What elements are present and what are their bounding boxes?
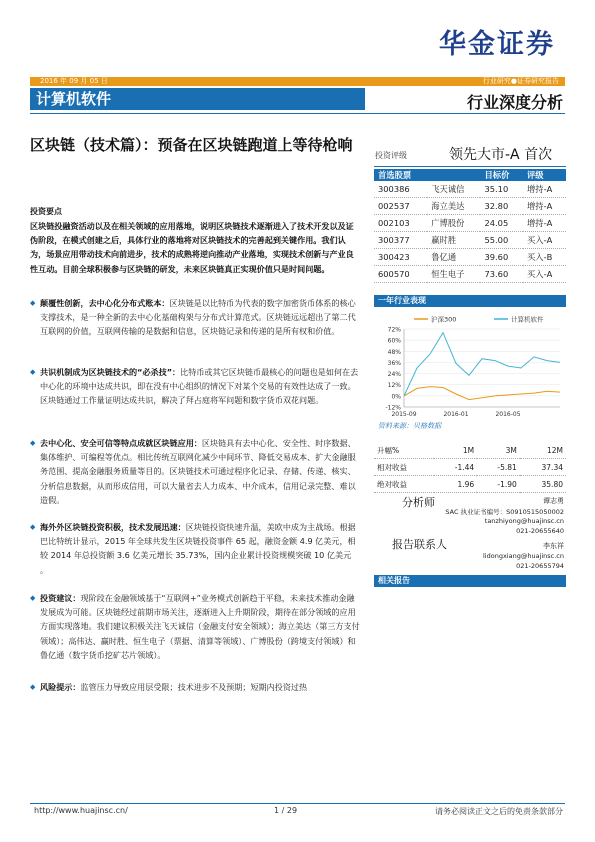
bullet-item <box>30 365 360 408</box>
bullet-text: 区块链是以比特币为代表的数字加密货币体系的核心支撑技术，是一种全新的去中心化基础构架与分布式计算范式。区块链远远超出了第二代互联网的价值，互联网传输的是数据和信息，区块链记录和传递的是所有权和价值。 <box>40 298 356 337</box>
analyst-name: 谭志勇 <box>543 497 564 505</box>
footer-url[interactable]: http://www.huajinsc.cn/ <box>34 806 128 815</box>
returns-header-3m: 3M <box>477 442 520 459</box>
stock-header-rating: 评级 <box>523 169 566 181</box>
stock-code: 300386 <box>374 181 427 198</box>
stock-rating: 买入-A <box>523 232 566 249</box>
returns-row-label: 绝对收益 <box>374 476 434 493</box>
table-row <box>374 249 566 266</box>
y-tick-label: 48% <box>387 348 401 356</box>
page-number: 1 / 29 <box>274 806 298 815</box>
table-row <box>374 442 566 459</box>
stock-header-code: 首选股票 <box>374 169 427 181</box>
stock-rating: 增持-A <box>523 181 566 198</box>
stock-name: 广博股份 <box>427 215 480 232</box>
contact-phone: 021-20655794 <box>516 562 564 570</box>
contact-name: 李东祥 <box>543 542 564 550</box>
bullet-text: 区块链投资快速升温，美欧中成为主战场。根据巴比特统计显示，2015 年全球共发生区块链投资事件 65 起，融资金额 4.9 亿美元，相较 2014 年总投资额 3.6 亿美元增长 35.73%，国内企业累计投资规模突破 10 亿美元 。 <box>40 522 356 575</box>
diamond-icon: ◆ <box>30 368 36 376</box>
summary-heading: 投资要点 <box>30 207 62 216</box>
stock-name: 赢时胜 <box>427 232 480 249</box>
diamond-icon: ◆ <box>30 523 36 531</box>
table-row <box>374 181 566 198</box>
bullet-bold: 去中心化、安全可信等特点成就区块链应用： <box>40 438 202 448</box>
table-row <box>374 266 566 283</box>
stock-name: 飞天诚信 <box>427 181 480 198</box>
summary-body: 区块链投融资活动以及在相关领域的应用落地，说明区块链技术逐渐进入了技术开发以及证伪阶段，在模式创建之后，具体行业的落地将对区块链技术的完善起到关键作用。我们认为，场景应用带动技术向前进步，技术的成熟将逆向推动产业落地，实现技术创新与产业良性互动。目前全球积极参与区块链的研发，未来区块链真正实现价值只是时间问题。 <box>30 221 354 274</box>
table-row <box>374 215 566 232</box>
returns-cell: -1.44 <box>434 459 477 476</box>
diamond-icon: ◆ <box>30 439 36 447</box>
bullet-text: 监管压力导致应用层受限；技术进步不及预期；短期内投资过热 <box>80 682 308 692</box>
analyst-phone: 021-20655640 <box>516 527 564 535</box>
bullet-bold: 颠覆性创新，去中心化分布式账本： <box>40 298 170 308</box>
stock-table <box>374 169 566 283</box>
related-reports-header: 相关报告 <box>374 575 566 587</box>
stock-code: 002103 <box>374 215 427 232</box>
diamond-icon: ◆ <box>30 299 36 307</box>
x-tick-label: 2016-01 <box>443 411 469 418</box>
series-line-software <box>404 333 560 396</box>
analyst-cert: SAC 执业证书编号：S0910515050002 <box>445 508 564 516</box>
diamond-icon: ◆ <box>30 594 36 602</box>
stock-header-target: 目标价 <box>480 169 523 181</box>
legend-label: 计算机软件 <box>511 315 544 324</box>
bullet-text: 区块链具有去中心化、安全性、时序数据、集体维护、可编程等优点。相比传统互联网化减少中间环节、降低交易成本、扩大金融服务范围、提高金融服务质量等目的。区块链技术可通过程序化记录、存储、传递、核实、分析信息数据，从而形成信用，可以大量省去人力成本、中介成本，信用记录完整、难以造假。 <box>40 438 356 505</box>
bullet-bold: 投资建议： <box>40 593 81 603</box>
date-bar <box>30 77 565 86</box>
stock-code: 300423 <box>374 249 427 266</box>
diamond-icon: ◆ <box>30 683 36 691</box>
report-title: 区块链（技术篇）：预备在区块链跑道上等待枪响 <box>30 136 353 154</box>
x-tick-label: 2016-05 <box>495 411 521 418</box>
performance-header: 一年行业表现 <box>374 295 566 307</box>
sector-label: 计算机软件 <box>30 88 365 110</box>
stock-table-header <box>374 169 566 181</box>
stock-rating: 增持-A <box>523 215 566 232</box>
performance-chart-svg <box>374 311 566 419</box>
bullet-text: 比特币或其它区块链币最核心的问题也是如何在去中心化的环境中达成共识，即在没有中心组织的情况下对某个交易的有效性达成了一致。区块链通过工作量证明达成共识，解决了拜占庭将军问题和数字货币双花问题。 <box>40 367 359 406</box>
stock-target: 73.60 <box>480 266 523 283</box>
rating-divider <box>374 166 566 167</box>
y-tick-label: -12% <box>385 404 401 412</box>
contact-block <box>374 532 566 572</box>
stock-target: 39.60 <box>480 249 523 266</box>
x-tick-label: 2015-09 <box>391 411 417 418</box>
series-line-hs300 <box>404 387 560 400</box>
returns-cell: -5.81 <box>477 459 520 476</box>
rating-value: 领先大市-A 首次 <box>449 147 553 163</box>
returns-header-12m: 12M <box>520 442 566 459</box>
analyst-block <box>374 490 566 534</box>
bullet-item <box>30 591 360 662</box>
returns-cell: 1.96 <box>434 476 477 493</box>
returns-table <box>374 442 566 493</box>
stock-rating: 买入-A <box>523 266 566 283</box>
report-date: 2016 年 09 月 05 日 <box>40 77 108 85</box>
y-tick-label: 12% <box>387 382 401 390</box>
report-kind: 行业深度分析 <box>466 93 563 112</box>
footer-divider <box>30 803 565 804</box>
footer-disclaimer: 请务必阅读正文之后的免责条款部分 <box>435 807 563 816</box>
y-tick-label: 60% <box>387 337 401 345</box>
stock-name: 恒生电子 <box>427 266 480 283</box>
stock-code: 002537 <box>374 198 427 215</box>
stock-code: 300377 <box>374 232 427 249</box>
y-tick-label: 72% <box>387 326 401 334</box>
returns-row-label: 相对收益 <box>374 459 434 476</box>
bullet-item <box>30 436 360 507</box>
analyst-role: 分析师 <box>402 496 435 509</box>
table-row <box>374 459 566 476</box>
table-row <box>374 198 566 215</box>
bullet-bold: 风险提示： <box>40 682 81 692</box>
rating-label: 投资评级 <box>375 151 407 160</box>
stock-target: 24.05 <box>480 215 523 232</box>
returns-cell: 37.34 <box>520 459 566 476</box>
chart-source: 资料来源：贝格数据 <box>378 422 441 430</box>
company-logo: 华金证券 <box>439 29 555 60</box>
y-tick-label: 36% <box>387 359 401 367</box>
returns-header-1m: 1M <box>434 442 477 459</box>
bullet-item <box>30 296 360 339</box>
report-type: 行业研究●证券研究报告 <box>482 77 559 85</box>
stock-target: 35.10 <box>480 181 523 198</box>
bullet-bold: 海外外区块链投资积极，技术发展迅速： <box>40 522 186 532</box>
stock-name: 鲁亿通 <box>427 249 480 266</box>
returns-header-label: 升幅% <box>374 442 434 459</box>
contact-email[interactable]: lidongxiang@huajinsc.cn <box>482 552 564 560</box>
y-tick-label: 24% <box>387 371 401 379</box>
analyst-email[interactable]: tanzhiyong@huajinsc.cn <box>484 517 564 525</box>
returns-cell: 35.80 <box>520 476 566 493</box>
table-row <box>374 232 566 249</box>
header-divider <box>30 113 565 114</box>
stock-rating: 买入-B <box>523 249 566 266</box>
stock-target: 32.80 <box>480 198 523 215</box>
bullet-item <box>30 520 360 577</box>
y-tick-label: 0% <box>391 393 401 401</box>
returns-cell: -1.90 <box>477 476 520 493</box>
bullet-text: 现阶段在金融领域基于“互联网+”业务模式创新趋于平稳，未来技术推动金融发展成为可能。区块链经过前期市场关注，逐渐进入上升期阶段，期待在部分领域的应用方面实现落地。我们建议积极关注飞天诚信（金融支付安全领域）；海立美达（第三方支付领域）；高伟达、赢时胜、恒生电子（票据、清算等领域）、广博股份（跨境支付领域）和鲁亿通（数字货币挖矿芯片领域）。 <box>40 593 360 660</box>
bullet-item <box>30 680 360 694</box>
stock-code: 600570 <box>374 266 427 283</box>
stock-target: 55.00 <box>480 232 523 249</box>
legend-label: 沪深300 <box>431 315 457 324</box>
performance-chart <box>374 311 566 419</box>
stock-rating: 增持-A <box>523 198 566 215</box>
contact-role: 报告联系人 <box>392 538 447 551</box>
bullet-bold: 共识机制成为区块链技术的“必杀技”： <box>40 367 181 377</box>
stock-header-name <box>427 169 480 181</box>
stock-name: 海立美达 <box>427 198 480 215</box>
